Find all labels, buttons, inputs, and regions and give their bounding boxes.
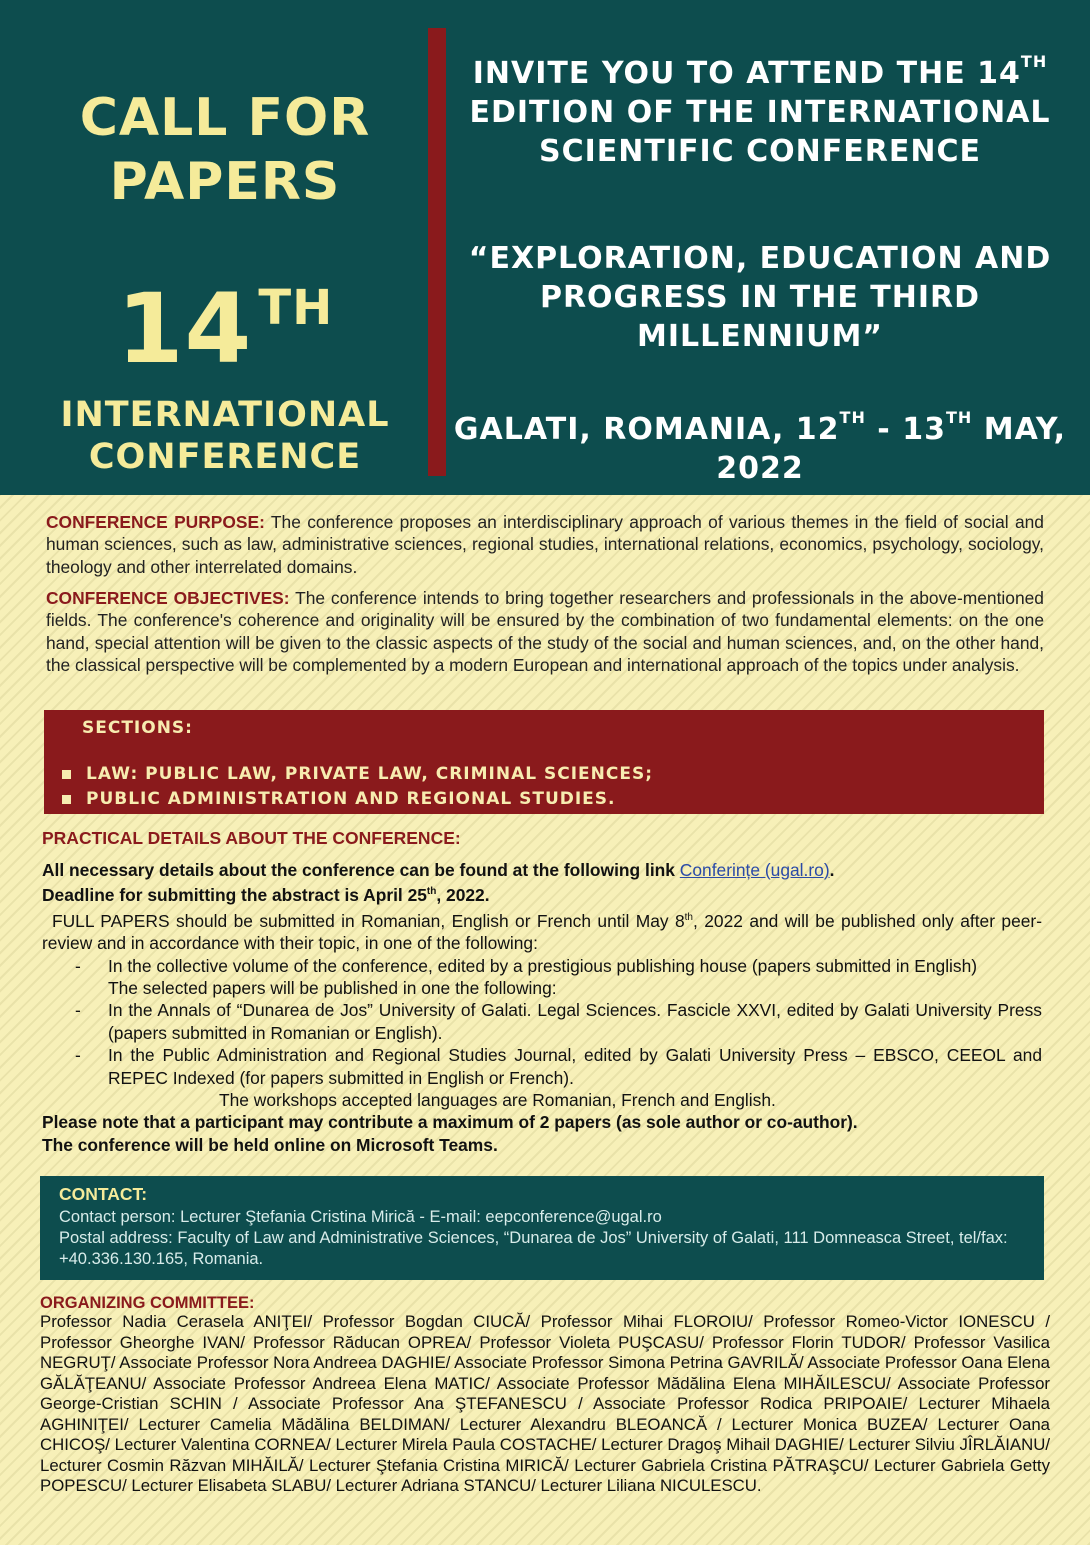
location-sup-a: TH bbox=[839, 408, 866, 427]
contact-box bbox=[40, 1176, 1044, 1280]
call-for-papers-title: CALL FOR PAPERS bbox=[79, 88, 371, 212]
sections-list bbox=[62, 762, 653, 812]
contact-person bbox=[59, 1207, 1019, 1228]
location-c: MAY, 2022 bbox=[716, 412, 1067, 486]
location-b: - 13 bbox=[865, 412, 946, 447]
abstract-deadline bbox=[42, 881, 1042, 906]
full-papers-sup: th bbox=[684, 911, 693, 923]
section-item-label: LAW: PUBLIC LAW, PRIVATE LAW, CRIMINAL SCIENCES; bbox=[86, 764, 654, 784]
details-prefix: All necessary details about the conference can be found at the following link bbox=[42, 860, 680, 880]
location-sup-b: TH bbox=[945, 408, 973, 427]
dash-marker: - bbox=[75, 1000, 81, 1021]
conference-purpose bbox=[46, 511, 1044, 578]
section-item bbox=[62, 762, 653, 787]
practical-details bbox=[42, 859, 1042, 1156]
section-item bbox=[62, 787, 653, 812]
objectives-text: The conference intends to bring together researchers and professionals in the above-mentioned fields. The conference's coherence and originality will be ensured by the combination of two fundamental elements: on the one hand, special attention will be given to the classic aspects of the study of the social and human sciences, and, on the other hand, the classical perspective will be complemented by a modern European and international approach of the topics under analysis. bbox=[46, 588, 1044, 675]
postal-address-value: : Faculty of Law and Administrative Sciences, “Dunarea de Jos” University of Galati, 111 Domneasca Street, tel/fax: +40.336.130.165, Romania. bbox=[59, 1229, 1008, 1268]
invite-sup: TH bbox=[1020, 52, 1048, 71]
conference-link[interactable]: Conferințe (ugal.ro) bbox=[679, 860, 830, 880]
publication-option bbox=[42, 1044, 1042, 1089]
publication-option-text: In the Annals of “Dunarea de Jos” University of Galati. Legal Sciences. Fascicle XXVI, edited by Galati University Press (papers submitted in Romanian or English). bbox=[108, 1000, 1042, 1043]
details-link-line bbox=[42, 859, 1042, 881]
publication-option-text: In the collective volume of the conference, edited by a prestigious publishing house (papers submitted in English) bbox=[108, 955, 978, 976]
location-a: GALATI, ROMANIA, 12 bbox=[453, 412, 840, 447]
header-divider bbox=[428, 28, 446, 476]
conference-location-date bbox=[450, 398, 1070, 488]
max-papers-note: Please note that a participant may contribute a maximum of 2 papers (as sole author or co-author). bbox=[42, 1112, 858, 1133]
invite-rest: EDITION OF THE INTERNATIONAL SCIENTIFIC CONFERENCE bbox=[469, 95, 1051, 169]
languages-note: The workshops accepted languages are Romanian, French and English. bbox=[219, 1090, 776, 1111]
bullet-icon bbox=[62, 770, 71, 779]
bullet-icon bbox=[62, 795, 71, 804]
deadline-b: , 2022. bbox=[436, 885, 490, 906]
edition-suffix: TH bbox=[258, 280, 334, 336]
sections-title: SECTIONS: bbox=[82, 718, 193, 738]
international-conference-title: INTERNATIONAL CONFERENCE bbox=[60, 395, 390, 477]
invite-prefix: INVITE YOU TO ATTEND THE 14 bbox=[472, 56, 1021, 91]
organizing-committee-members: Professor Nadia Cerasela ANIŢEI/ Professor Bogdan CIUCĂ/ Professor Mihai FLOROIU/ Professor Romeo-Victor IONESCU / Professor Gheorghe IVAN/ Professor Răducan OPREA/ Professor Violeta PUŞCASU/ Professor Florin TUDOR/ Professor Vasilica NEGRUŢ/ Associate Professor Nora Andreea DAGHIE/ Associate Professor Simona Petrina GAVRILĂ/ Associate Professor Oana Elena GĂLĂŢEANU/ Associate Professor Andreea Elena MATIC/ Associate Professor Mădălina Elena MIHĂILESCU/ Associate Professor George-Cristian SCHIN / Associate Professor Ana ŞTEFANESCU / Associate Professor Rodica PRIPOAIE/ Lecturer Mihaela AGHINIŢEI/ Lecturer Camelia Mădălina BELDIMAN/ Lecturer Alexandru BLEOANCĂ / Lecturer Monica BUZEA/ Lecturer Oana CHICOŞ/ Lecturer Valentina CORNEA/ Lecturer Mirela Paula COSTACHE/ Lecturer Dragoş Mihail DAGHIE/ Lecturer Silviu JÎRLĂIANU/ Lecturer Cosmin Răzvan MIHĂILĂ/ Lecturer Ştefania Cristina MIRICĂ/ Lecturer Gabriela Cristina PĂTRAŞCU/ Lecturer Gabriela Getty POPESCU/ Lecturer Elisabeta SLABU/ Lecturer Adriana STANCU/ Lecturer Liliana NICULESCU. bbox=[40, 1312, 1050, 1495]
objectives-label: CONFERENCE OBJECTIVES: bbox=[46, 588, 290, 608]
edition-number-value: 14 bbox=[116, 273, 253, 385]
postal-address-label: Postal address bbox=[59, 1229, 169, 1247]
selected-papers-note: The selected papers will be published in one the following: bbox=[108, 978, 557, 999]
purpose-text: The conference proposes an interdisciplinary approach of various themes in the field of social and human sciences, such as law, administrative sciences, regional studies, international relations, economics, psychology, sociology, theology and other interrelated domains. bbox=[46, 512, 1044, 577]
invite-heading bbox=[450, 42, 1070, 171]
full-papers-text bbox=[42, 907, 1042, 955]
sections-box bbox=[44, 710, 1044, 814]
publication-option-text: In the Public Administration and Regional Studies Journal, edited by Galati University Press – EBSCO, CEEOL and REPEC Indexed (for papers submitted in English or French). bbox=[108, 1045, 1042, 1088]
details-suffix: . bbox=[829, 860, 835, 880]
contact-person-label: Contact person bbox=[59, 1208, 171, 1226]
header-banner bbox=[0, 0, 1090, 495]
publication-option bbox=[42, 955, 1042, 977]
section-item-label: PUBLIC ADMINISTRATION AND REGIONAL STUDIES. bbox=[86, 789, 616, 809]
online-note: The conference will be held online on Microsoft Teams. bbox=[42, 1134, 498, 1155]
practical-details-title: PRACTICAL DETAILS ABOUT THE CONFERENCE: bbox=[42, 828, 461, 848]
organizing-committee-title: ORGANIZING COMMITTEE: bbox=[40, 1294, 255, 1312]
postal-address bbox=[59, 1228, 1019, 1269]
full-papers-b: , 2022 and will be published only after peer-review and in accordance with their topic, in one of the following: bbox=[42, 910, 1042, 954]
deadline-sup: th bbox=[426, 886, 437, 898]
dash-marker: - bbox=[75, 955, 81, 976]
edition-number bbox=[20, 258, 430, 385]
dash-marker: - bbox=[75, 1045, 81, 1066]
contact-title: CONTACT: bbox=[59, 1184, 148, 1204]
full-papers-a: FULL PAPERS should be submitted in Romanian, English or French until May 8 bbox=[52, 910, 685, 931]
deadline-a: Deadline for submitting the abstract is April 25 bbox=[42, 885, 427, 906]
conference-title: “EXPLORATION, EDUCATION AND PROGRESS IN THE THIRD MILLENNIUM” bbox=[468, 241, 1052, 354]
publication-option bbox=[42, 999, 1042, 1044]
contact-person-value: : Lecturer Ştefania Cristina Mirică - E-mail: eepconference@ugal.ro bbox=[170, 1208, 662, 1226]
conference-objectives bbox=[46, 587, 1044, 676]
purpose-label: CONFERENCE PURPOSE: bbox=[46, 512, 265, 532]
